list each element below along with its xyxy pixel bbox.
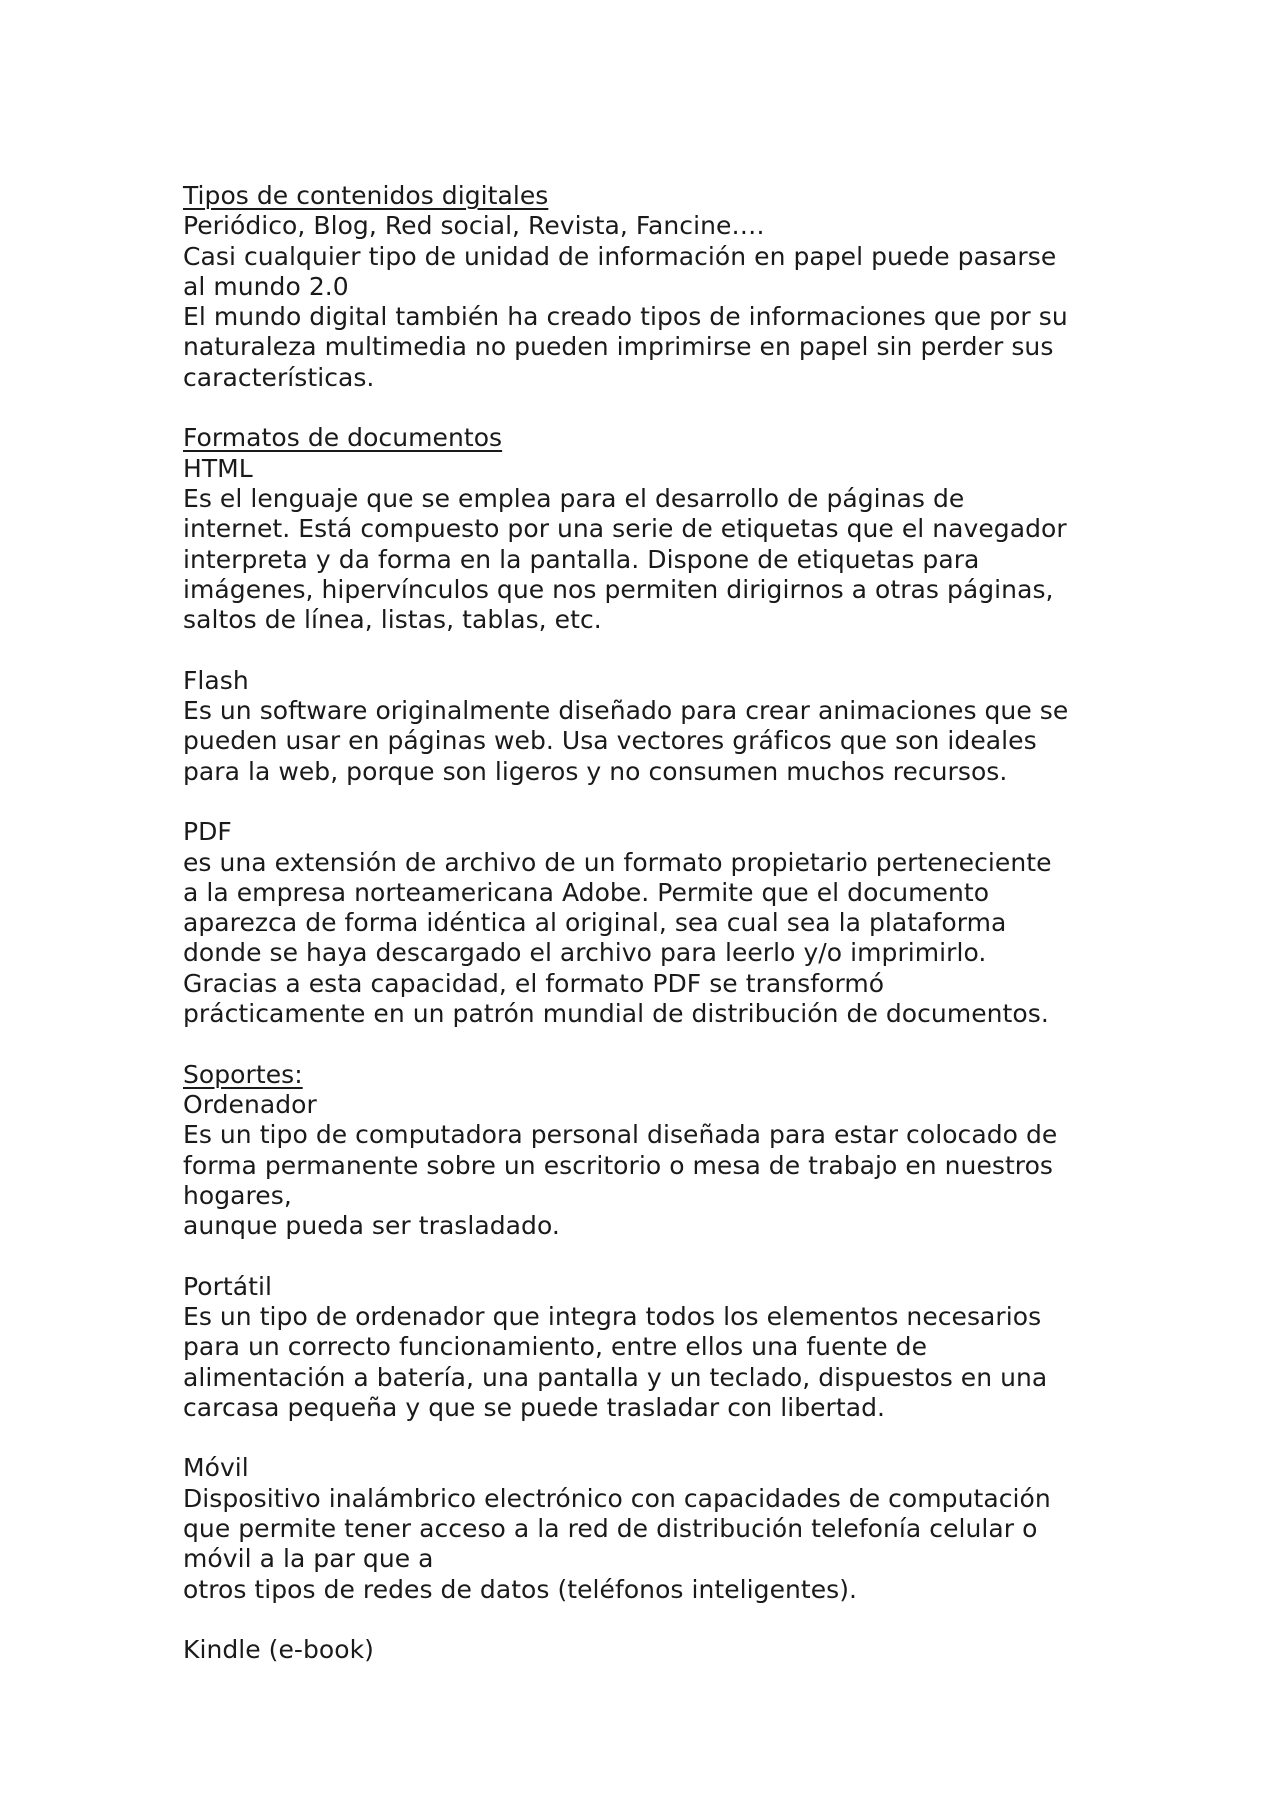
subheading-kindle: Kindle (e-book) <box>183 1635 374 1665</box>
blank-line <box>183 635 1123 665</box>
paragraph-line: interpreta y da forma en la pantalla. Dispone de etiquetas para <box>183 544 980 574</box>
paragraph-line: internet. Está compuesto por una serie de etiquetas que el navegador <box>183 514 1067 544</box>
heading-formatos: Formatos de documentos <box>183 423 503 453</box>
blank-line <box>183 393 1123 423</box>
subheading-movil: Móvil <box>183 1453 249 1483</box>
paragraph-line: para un correcto funcionamiento, entre ellos una fuente de <box>183 1332 928 1362</box>
paragraph-line: móvil a la par que a <box>183 1544 434 1574</box>
section-tipos-contenidos <box>183 181 1123 393</box>
paragraph-line: aunque pueda ser trasladado. <box>183 1211 560 1241</box>
subheading-pdf: PDF <box>183 817 232 847</box>
paragraph-line: donde se haya descargado el archivo para leerlo y/o imprimirlo. <box>183 938 987 968</box>
paragraph-line: El mundo digital también ha creado tipos de informaciones que por su <box>183 302 1068 332</box>
paragraph-line: pueden usar en páginas web. Usa vectores gráficos que son ideales <box>183 726 1037 756</box>
heading-tipos-contenidos: Tipos de contenidos digitales <box>183 181 549 210</box>
paragraph-line: alimentación a batería, una pantalla y un teclado, dispuestos en una <box>183 1362 1048 1392</box>
paragraph-line: carcasa pequeña y que se puede trasladar con libertad. <box>183 1392 886 1422</box>
paragraph-line: características. <box>183 362 375 392</box>
subheading-flash: Flash <box>183 665 249 695</box>
blank-line <box>183 1605 1123 1635</box>
paragraph-line: imágenes, hipervínculos que nos permiten dirigirnos a otras páginas, <box>183 574 1054 604</box>
blank-line <box>183 1029 1123 1059</box>
paragraph-line: Es un tipo de ordenador que integra todos los elementos necesarios <box>183 1301 1042 1331</box>
paragraph-line: Es un tipo de computadora personal diseñada para estar colocado de <box>183 1120 1058 1150</box>
blank-line <box>183 1241 1123 1271</box>
paragraph-line: Casi cualquier tipo de unidad de información en papel puede pasarse <box>183 241 1057 271</box>
paragraph-line: prácticamente en un patrón mundial de distribución de documentos. <box>183 999 1049 1029</box>
section-formatos <box>183 423 1123 1029</box>
paragraph-line: para la web, porque son ligeros y no consumen muchos recursos. <box>183 756 1008 786</box>
paragraph-line: forma permanente sobre un escritorio o mesa de trabajo en nuestros <box>183 1150 1053 1180</box>
paragraph-line: Gracias a esta capacidad, el formato PDF se transformó <box>183 968 885 998</box>
paragraph-line: saltos de línea, listas, tablas, etc. <box>183 605 602 635</box>
document-page <box>183 181 1123 1666</box>
subheading-ordenador: Ordenador <box>183 1089 317 1119</box>
paragraph-line: otros tipos de redes de datos (teléfonos inteligentes). <box>183 1574 858 1604</box>
paragraph-line: hogares, <box>183 1180 292 1210</box>
paragraph-line: a la empresa norteamericana Adobe. Permite que el documento <box>183 877 990 907</box>
paragraph-line: Es un software originalmente diseñado para crear animaciones que se <box>183 696 1069 726</box>
paragraph-line: Periódico, Blog, Red social, Revista, Fancine…. <box>183 211 765 241</box>
subheading-html: HTML <box>183 453 253 483</box>
paragraph-line: Dispositivo inalámbrico electrónico con capacidades de computación <box>183 1483 1051 1513</box>
section-soportes <box>183 1060 1123 1666</box>
paragraph-line: al mundo 2.0 <box>183 271 349 301</box>
paragraph-line: naturaleza multimedia no pueden imprimirse en papel sin perder sus <box>183 332 1054 362</box>
subheading-portatil: Portátil <box>183 1271 272 1301</box>
blank-line <box>183 1423 1123 1453</box>
paragraph-line: que permite tener acceso a la red de distribución telefonía celular o <box>183 1514 1038 1544</box>
paragraph-line: es una extensión de archivo de un formato propietario perteneciente <box>183 847 1052 877</box>
heading-soportes: Soportes: <box>183 1059 303 1089</box>
paragraph-line: Es el lenguaje que se emplea para el desarrollo de páginas de <box>183 483 965 513</box>
blank-line <box>183 787 1123 817</box>
paragraph-line: aparezca de forma idéntica al original, sea cual sea la plataforma <box>183 908 1007 938</box>
